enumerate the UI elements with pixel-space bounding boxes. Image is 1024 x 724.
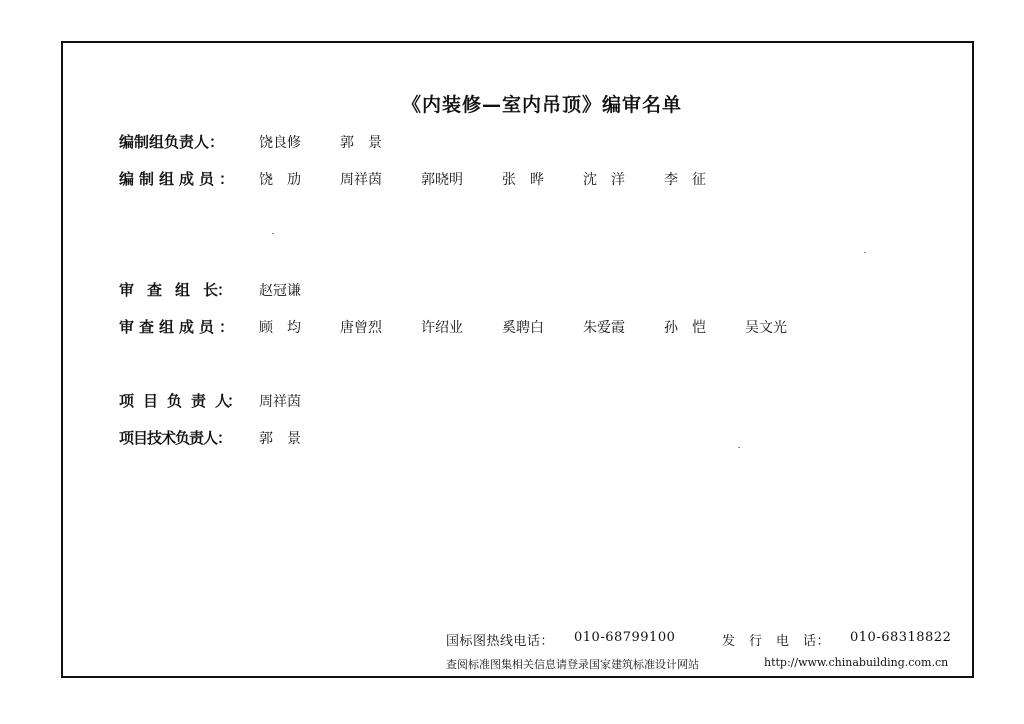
review-member-name: 奚聘白 [502, 320, 544, 336]
compile-leader-label: 编制组负责人： [119, 133, 225, 151]
project-leader-name: 周祥茵 [259, 394, 301, 410]
compile-member-name: 郭晓明 [421, 172, 463, 188]
document-title: 《内装修—室内吊顶》编审名单 [401, 94, 682, 116]
scan-speck [864, 252, 866, 253]
footer-phone-line [446, 630, 951, 648]
scan-speck [738, 447, 740, 448]
compile-member-name: 周祥茵 [340, 172, 382, 188]
compile-member-name: 张 晔 [502, 172, 544, 188]
website-text: 查阅标准图集相关信息请登录国家建筑标准设计网站 [446, 658, 699, 671]
hotline-number: 010-68799100 [574, 630, 676, 645]
review-member-name: 顾 均 [259, 320, 301, 336]
compile-member-name: 沈 洋 [583, 172, 625, 188]
project-tech-leader-label: 项目技术负责人： [119, 429, 232, 447]
distribution-number: 010-68318822 [850, 630, 952, 645]
compile-leader-name: 郭 景 [340, 135, 382, 151]
footer-website-line [446, 656, 951, 672]
distribution-label: 发 行 电 话： [722, 634, 831, 649]
review-leader-label: 审 查 组 长： [119, 281, 232, 299]
compile-member-name: 饶 劢 [259, 172, 301, 188]
scan-speck [272, 233, 274, 234]
review-members-label: 审查组成员： [119, 318, 240, 336]
review-member-name: 吴文光 [745, 320, 787, 336]
website-url[interactable]: http://www.chinabuilding.com.cn [764, 656, 949, 669]
compile-members-label: 编制组成员： [119, 170, 240, 188]
project-leader-label: 项 目 负 责 人： [119, 392, 240, 410]
review-member-name: 唐曾烈 [340, 320, 382, 336]
review-member-name: 孙 恺 [664, 320, 706, 336]
review-member-name: 许绍业 [421, 320, 463, 336]
review-leader-name: 赵冠谦 [259, 283, 301, 299]
compile-member-name: 李 征 [664, 172, 706, 188]
hotline-label: 国标图热线电话： [446, 634, 555, 649]
project-tech-leader-name: 郭 景 [259, 431, 301, 447]
review-member-name: 朱爱霞 [583, 320, 625, 336]
compile-leader-name: 饶良修 [259, 135, 301, 151]
